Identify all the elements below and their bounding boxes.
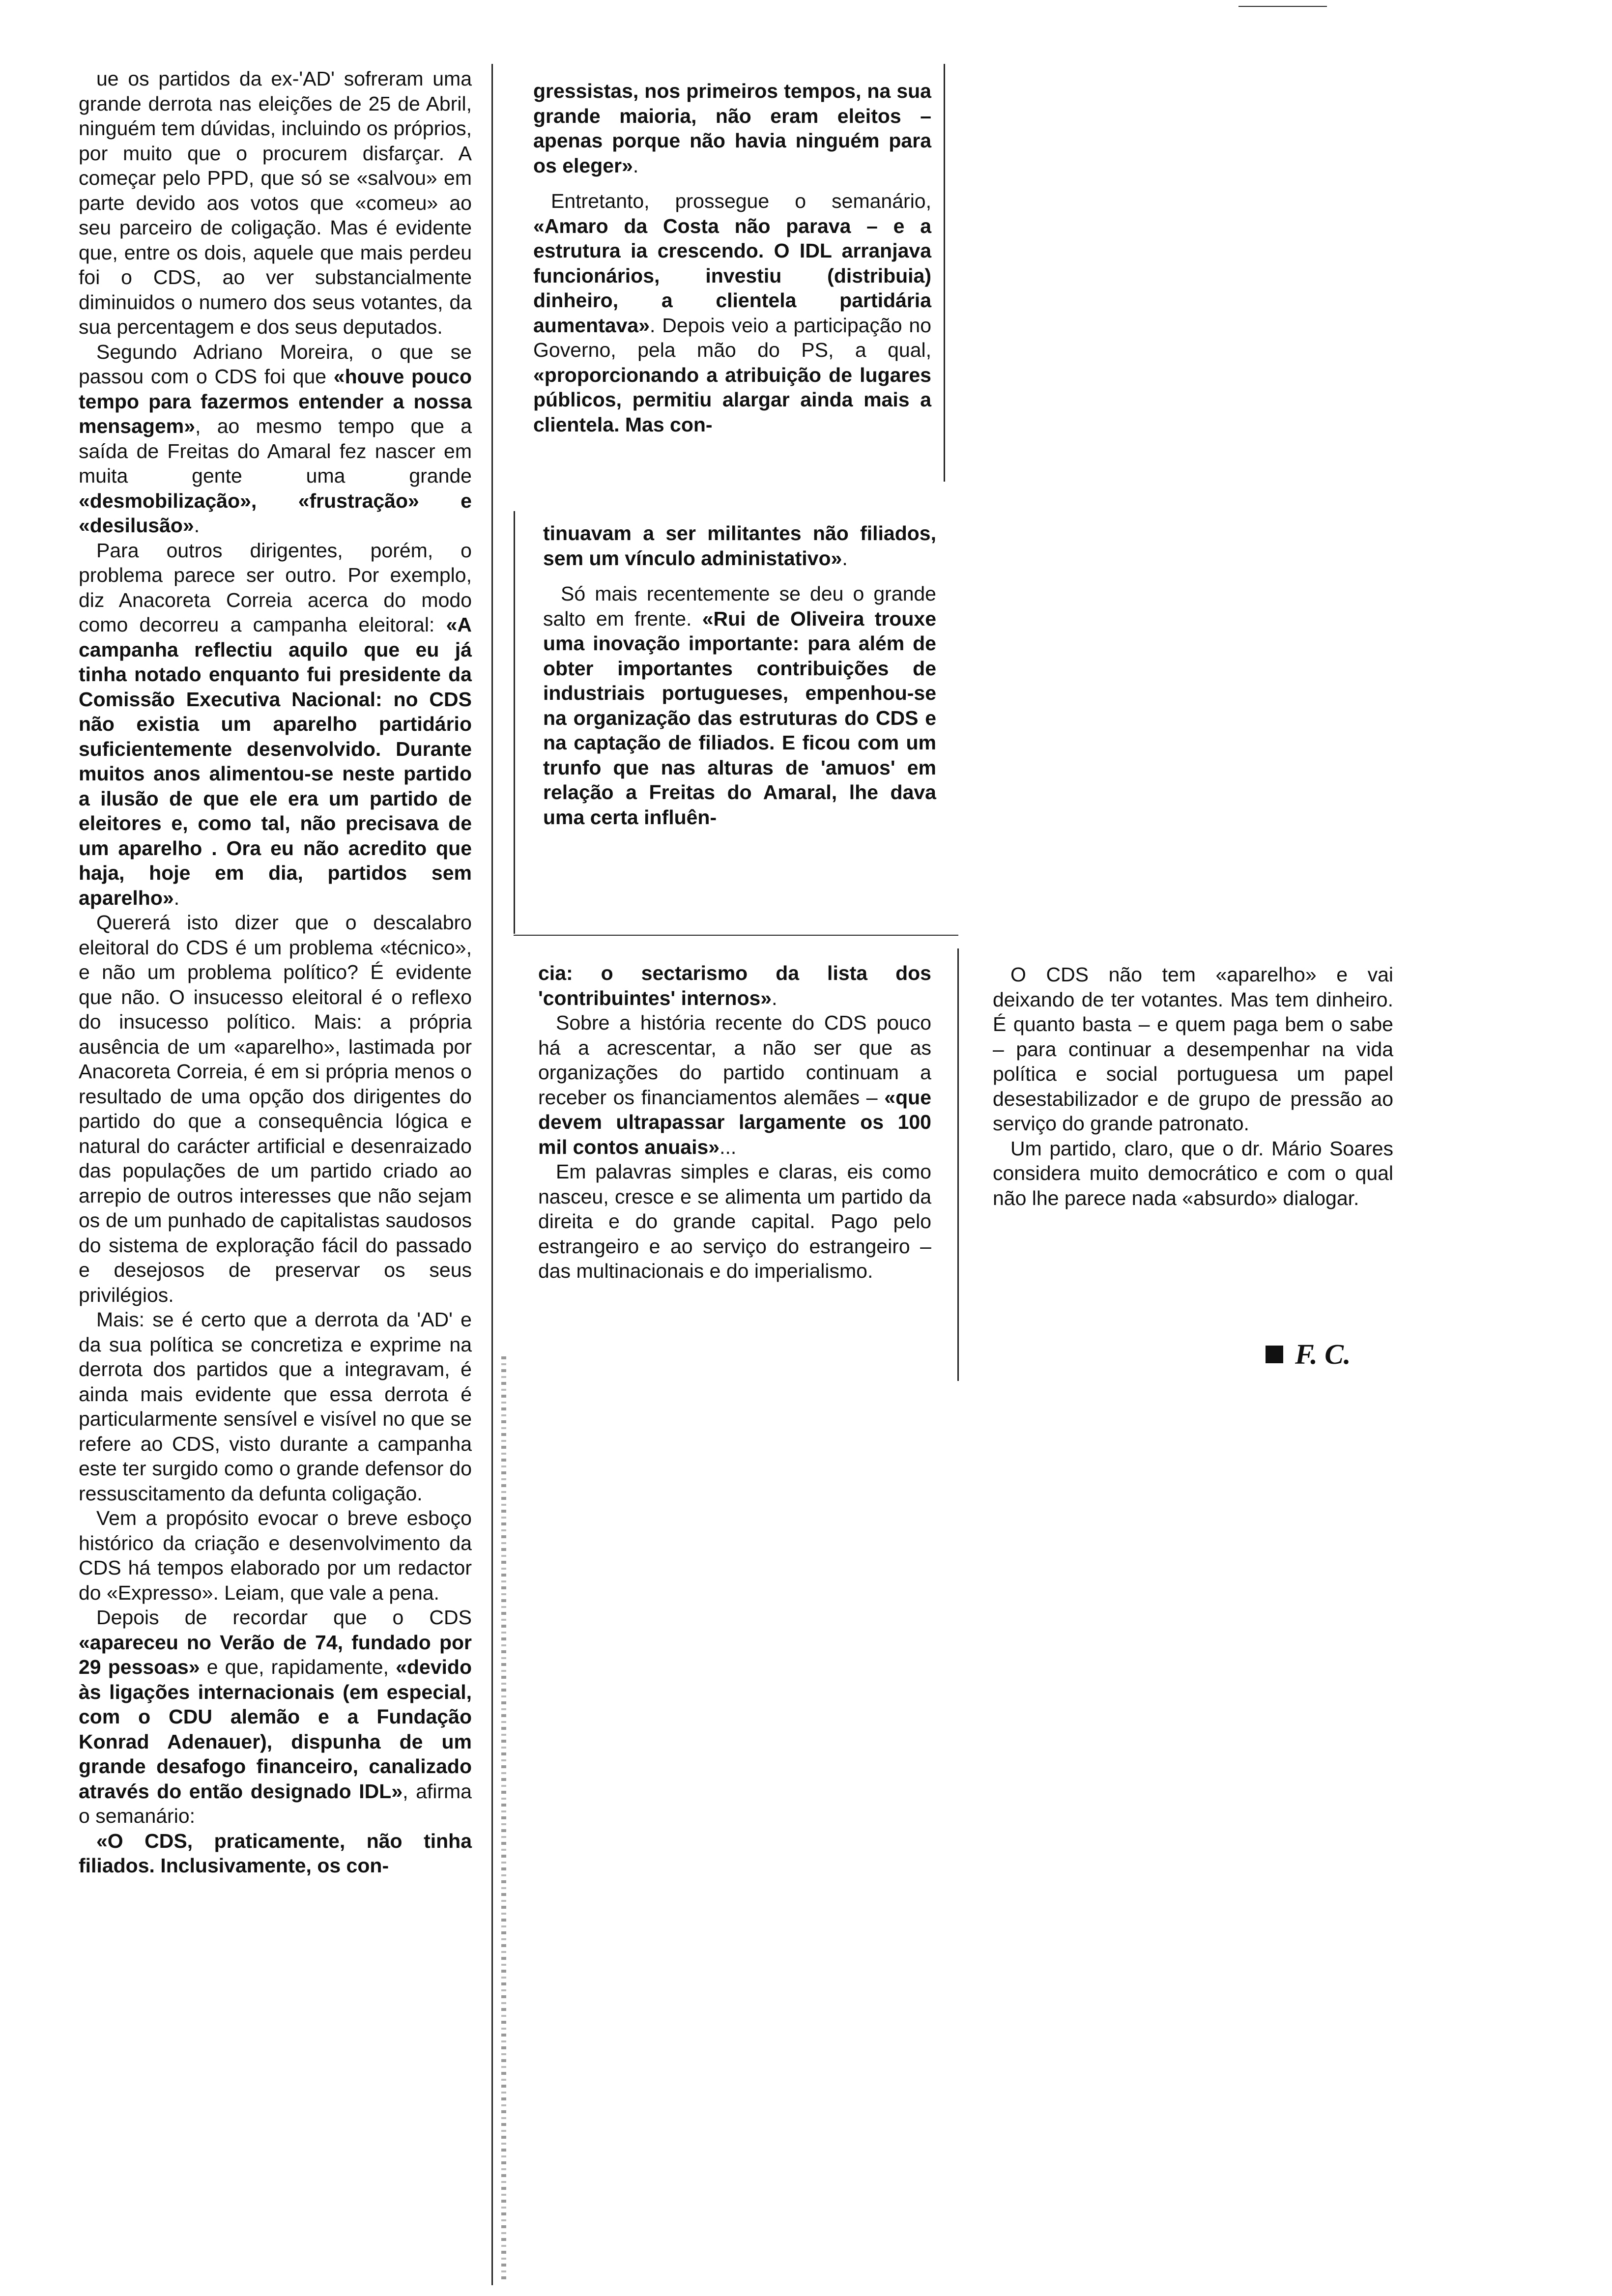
body-text: Vem a propósito evocar o breve esboço histórico da criação e desenvolvimento da CDS há tempos elaborado por um redactor do «Expresso». Leiam, que vale a pena. — [79, 1507, 472, 1604]
body-text: . — [633, 154, 639, 177]
article-column-3 — [993, 962, 1393, 1210]
bold-quote-text: «proporcionando a atribuição de lugares públicos, permitiu alargar ainda mais a clientela. Mas con- — [533, 363, 931, 436]
column-rule-2-bottom — [957, 948, 959, 1381]
body-text: Quererá isto dizer que o descalabro eleitoral do CDS é um problema «técnico», e não um problema político? É evidente que não. O insucesso eleitoral é o reflexo do insucesso político. Mais: a própria ausência de um «aparelho», lastimada por Anacoreta Correia, é em si própria menos o resultado de uma opção dos dirigentes do partido do que a consequência lógica e natural do carácter artificial e desenraizado das populações de um partido criado ao arrepio de outros interesses que não sejam os de um punhado de capitalistas saudosos do sistema de exploração fácil do passado e desejosos de preservar os seus privilégios. — [79, 911, 472, 1306]
body-text: , afirma o semanário: — [79, 1779, 472, 1827]
bold-quote-text: «Amaro da Costa não parava – e a estrutura ia crescendo. O IDL arranjava funcionários, investiu (distribuia) dinheiro, a clientela partidária aumentava» — [533, 214, 931, 337]
bold-quote-text: «apareceu no Verão de 74, fundado por 29 pessoas» — [79, 1631, 472, 1678]
body-text: O CDS não tem «aparelho» e vai deixando de ter votantes. Mas tem dinheiro. É quanto basta – e quem paga bem o sabe – para continuar a desempenhar na vida política e social portuguesa um papel desestabilizador e de grupo de pressão ao serviço do grande patronato. — [993, 963, 1393, 1135]
paragraph — [993, 962, 1393, 1136]
scan-edge-marks — [501, 1356, 506, 2280]
author-signature — [1266, 1338, 1351, 1371]
bold-quote-text: cia: o sectarismo da lista dos 'contribuintes' internos» — [538, 962, 931, 1009]
body-text: Depois de recordar que o CDS — [96, 1606, 472, 1629]
body-text: Entretanto, prossegue o semanário, — [551, 190, 931, 212]
bold-quote-text: «houve pouco tempo para fazermos entender a nossa mensagem» — [79, 365, 472, 437]
body-text: . — [173, 886, 180, 909]
paragraph — [538, 1010, 931, 1159]
paragraph — [79, 1307, 472, 1506]
paragraph — [79, 1506, 472, 1605]
body-text: . — [772, 986, 777, 1009]
bold-quote-text: «O CDS, praticamente, não tinha filiados. Inclusivamente, os con- — [79, 1829, 472, 1877]
body-text: e que, rapidamente, — [200, 1656, 396, 1678]
bold-quote-text: «que devem ultrapassar largamente os 100 mil contos anuais» — [538, 1086, 931, 1158]
paragraph — [538, 1159, 931, 1284]
body-text: . — [842, 546, 848, 570]
article-column-2-top — [533, 79, 931, 437]
article-column-2-bottom — [538, 961, 931, 1284]
body-text: Segundo Adriano Moreira, o que se passou com o CDS foi que — [79, 340, 472, 388]
bold-quote-text: «desmobilização», «frustração» e «desilusão» — [79, 489, 472, 537]
paragraph — [543, 581, 936, 830]
column-rule-2-top — [944, 64, 945, 482]
box-rule-left — [514, 511, 515, 934]
body-text: Um partido, claro, que o dr. Mário Soares considera muito democrático e com o qual não lhe parece nada «absurdo» dialogar. — [993, 1137, 1393, 1209]
top-corner-rule — [1238, 6, 1327, 7]
bold-quote-text: «A campanha reflectiu aquilo que eu já tinha notado enquanto fui presidente da Comissão Executiva Nacional: no CDS não existia um aparelho partidário suficientemente desenvolvido. Durante muitos anos alimentou-se neste partido a ilusão de que ele era um partido de eleitores e, como tal, não precisava de um aparelho . Ora eu não acredito que haja, hoje em dia, partidos sem aparelho» — [79, 613, 472, 909]
box-rule-bottom — [514, 935, 958, 936]
body-text: . — [194, 514, 200, 537]
body-text: , ao mesmo tempo que a saída de Freitas do Amaral fez nascer em muita gente uma grande — [79, 415, 472, 487]
paragraph — [79, 1829, 472, 1878]
bold-quote-text: «Rui de Oliveira trouxe uma inovação importante: para além de obter importantes contribuições de industriais portugueses, empenhou-se na organização das estruturas do CDS e na captação de filiados. E ficou com um trunfo que nas alturas de 'amuos' em relação a Freitas do Amaral, lhe dava uma certa influên- — [543, 607, 936, 829]
paragraph — [543, 521, 936, 571]
signature-initials: F. C. — [1295, 1338, 1351, 1370]
bold-quote-text: tinuavam a ser militantes não filiados, sem um vínculo administativo» — [543, 522, 936, 570]
column-rule-1 — [491, 64, 493, 2285]
body-text: . Depois veio a participação no Governo, pela mão do PS, a qual, — [533, 314, 931, 361]
body-text: Só mais recentemente se deu o grande salto em frente. — [543, 582, 936, 630]
body-text: Para outros dirigentes, porém, o problema parece ser outro. Por exemplo, diz Anacoreta Correia acerca do modo como decorreu a campanha eleitoral: — [79, 539, 472, 636]
paragraph — [79, 66, 472, 340]
paragraph — [538, 961, 931, 1010]
paragraph — [79, 538, 472, 911]
bold-quote-text: gressistas, nos primeiros tempos, na sua grande maioria, não eram eleitos – apenas porque não havia ninguém para os eleger» — [533, 80, 931, 177]
body-text: Mais: se é certo que a derrota da 'AD' e da sua política se concretiza e exprime na derrota dos partidos que a integravam, é ainda mais evidente que essa derrota é particularmente sensível e visível no que se refere ao CDS, visto durante a campanha este ter surgido como o grande defensor do ressuscitamento da defunta coligação. — [79, 1308, 472, 1505]
paragraph — [993, 1136, 1393, 1211]
paragraph — [533, 79, 931, 178]
signature-square-icon — [1266, 1346, 1283, 1363]
body-text: ... — [720, 1135, 737, 1158]
body-text: ue os partidos da ex-'AD' sofreram uma grande derrota nas eleições de 25 de Abril, ninguém tem dúvidas, incluindo os próprios, por muito que o procurem disfarçar. A começar pelo PPD, que só se «salvou» em parte devido aos votos que «comeu» ao seu parceiro de coligação. Mas é evidente que, entre os dois, aquele que mais perdeu foi o CDS, ao ver substancialmente diminuidos o numero dos seus votantes, da sua percentagem e dos seus deputados. — [79, 67, 472, 338]
paragraph — [533, 189, 931, 437]
article-column-1 — [79, 66, 472, 1878]
article-column-2-middle — [543, 521, 936, 830]
paragraph — [79, 910, 472, 1307]
paragraph — [79, 1605, 472, 1829]
bold-quote-text: «devido às ligações internacionais (em especial, com o CDU alemão e a Fundação Konrad Adenauer), dispunha de um grande desafogo financeiro, canalizado através do então designado IDL» — [79, 1656, 472, 1803]
body-text: Sobre a história recente do CDS pouco há a acrescentar, a não ser que as organizações do partido continuam a receber os financiamentos alemães – — [538, 1011, 931, 1109]
paragraph — [79, 340, 472, 538]
body-text: Em palavras simples e claras, eis como nasceu, cresce e se alimenta um partido da direita e do grande capital. Pago pelo estrangeiro e ao serviço do estrangeiro – das multinacionais e do imperialismo. — [538, 1160, 931, 1282]
